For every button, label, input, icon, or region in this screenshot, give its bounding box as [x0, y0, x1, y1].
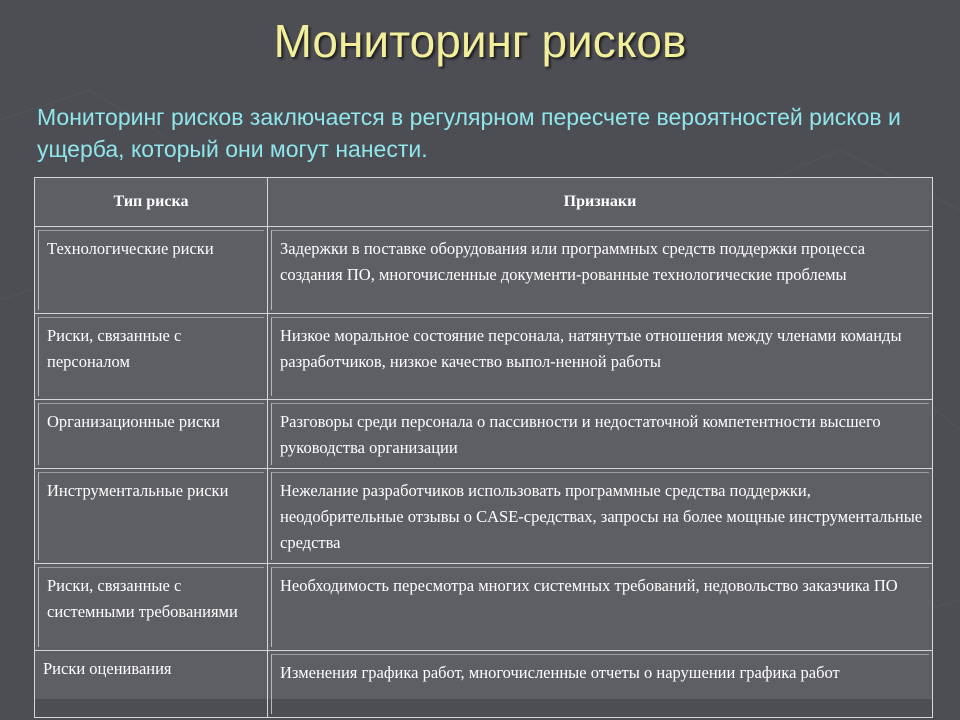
- risk-type-cell: Риски оценивания: [43, 659, 172, 678]
- risk-signs-cell: Низкое моральное состояние персонала, натянутые отношения между членами команды разработчиков, низкое качество выпол-ненной работы: [271, 317, 929, 396]
- table-row: [35, 564, 933, 651]
- table-header-row: [35, 178, 933, 227]
- risk-signs-cell: Необходимость пересмотра многих системных требований, недовольство заказчика ПО: [271, 567, 929, 647]
- risk-signs-cell: Разговоры среди персонала о пассивности и недостаточной компетентности высшего руководства организации: [271, 403, 929, 465]
- risk-table: [34, 177, 933, 718]
- risk-type-cell: Инструментальные риски: [38, 472, 264, 560]
- risk-type-cell: Организационные риски: [38, 403, 264, 465]
- slide-title: Мониторинг рисков: [273, 15, 687, 67]
- risk-signs-cell: Изменения графика работ, многочисленные отчеты о нарушении графика работ: [271, 654, 929, 714]
- risk-type-cell: Технологические риски: [38, 230, 264, 310]
- risk-type-cell: Риски, связанные с системными требованиями: [38, 567, 264, 647]
- risk-signs-cell: Задержки в поставке оборудования или программных средств поддержки процесса создания ПО, многочисленные документи-рованные технологические проблемы: [271, 230, 929, 310]
- table-row: [35, 314, 933, 400]
- table-row: [35, 227, 933, 314]
- table-row: [35, 469, 933, 564]
- risk-table-container: [34, 177, 932, 699]
- table-row: [35, 400, 933, 469]
- risk-signs-cell: Нежелание разработчиков использовать программные средства поддержки, неодобрительные отзывы о CASE-средствах, запросы на более мощные инструментальные средства: [271, 472, 929, 560]
- header-risk-type: Тип риска: [35, 178, 268, 227]
- intro-text: Мониторинг рисков заключается в регулярном пересчете вероятностей рисков и ущерба, который они могут нанести.: [37, 104, 901, 162]
- table-row: [35, 651, 933, 718]
- header-signs: Признаки: [268, 178, 933, 227]
- risk-type-cell: Риски, связанные с персоналом: [38, 317, 264, 396]
